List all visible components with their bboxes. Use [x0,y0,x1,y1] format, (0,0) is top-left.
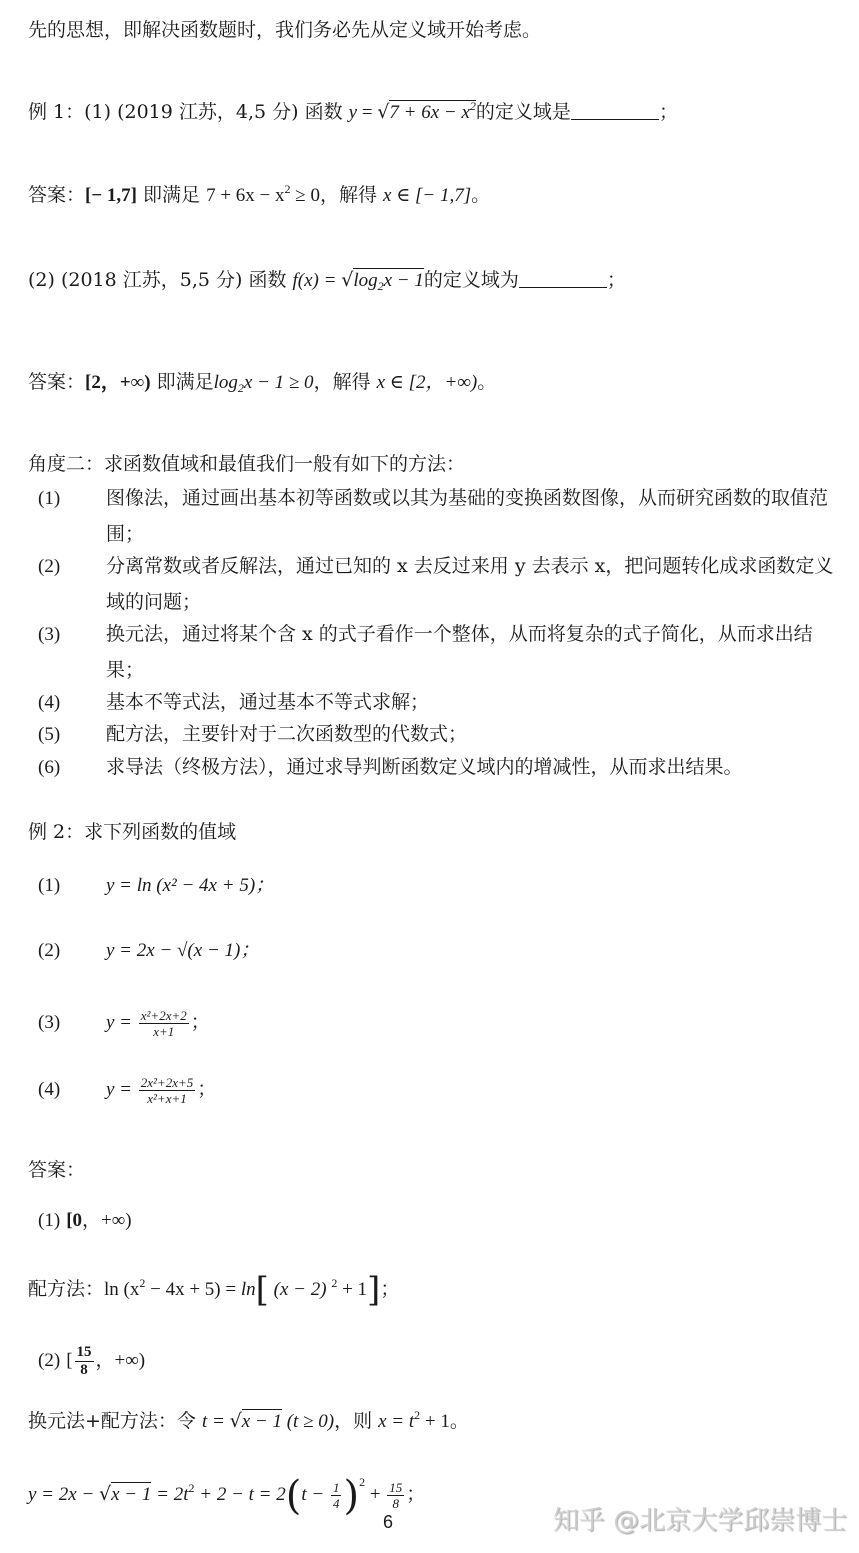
method-item [38,548,836,620]
exponent: 2 [469,99,476,113]
item-number: (4) [38,1079,61,1100]
sqrt-expression: $√\log_2x - 1$ [341,269,424,293]
method-text: 基本不等式法，通过基本不等式求解； [106,691,430,713]
fraction [139,1075,195,1106]
numerator: x²+2x+2 [140,1007,187,1023]
numerator: 15 [389,1479,403,1495]
left-paren: ( [285,1473,302,1519]
item-formula: y = 2x − √(x − 1)； [106,940,260,961]
answer-number: (2) [38,1350,61,1371]
method-item [38,749,836,786]
method-number: (1) [38,488,61,509]
formula-var: y [348,102,358,123]
solution-set: x ∈ [2，+∞) [376,372,478,393]
answer-blank [571,101,659,120]
ln-text: ln [240,1279,256,1300]
bracket: [ [66,1210,73,1231]
numerator: 1 [332,1479,340,1495]
numerator: 2x²+2x+5 [140,1074,194,1090]
method1-line: 配方法：$\ln (x^2 - 4x + 5) = \ln$[ (x − 2) $^2$ + 1]； [28,1270,400,1310]
method-label: 配方法： [28,1278,105,1300]
punct: ； [406,1483,426,1505]
example1-answer [28,183,490,208]
solve-text: ，解得 [319,184,384,206]
example2-item-3 [38,1004,210,1041]
method-number: (6) [38,757,61,778]
sqrt-tail: x − 1 [383,270,424,291]
punct: 。 [477,371,497,393]
method-text: 配方法，主要针对于二次函数型的代数式； [106,723,468,745]
sqrt-expression: √x − 1 [229,1410,282,1432]
item-formula: y = ln (x² − 4x + 5)； [106,875,275,896]
sqrt-body: 7 + 6x − x [389,102,470,123]
formula-part: ln (x [104,1279,140,1300]
denominator: x²+x+1 [147,1090,187,1106]
formula-lhs: y = [106,1012,137,1033]
denominator: 4 [332,1495,340,1511]
method-label: 换元法+配方法：令 [28,1410,202,1432]
answer-rest: ，+∞) [82,1210,132,1231]
example2-item-2 [38,938,259,963]
then-text: ，则 [334,1410,379,1432]
final-equation: $y = 2x - √x - 1 = 2t^2 + 2 - t = 2(t$ − $\frac{1}{4}$ )$^2$ + $\frac{15}{8}$ ； [28,1473,426,1519]
item-number: (3) [38,1012,61,1033]
intro-line: 先的思想，即解决函数题时，我们务必先从定义域开始考虑。 [28,19,542,41]
formula-part: + 2 − t = 2 [194,1484,286,1505]
fraction [75,1344,94,1379]
method-text: 求导法（终极方法），通过求导判断函数定义域内的增减性，从而求出结果。 [106,756,743,778]
equals-sign: = [357,102,378,123]
plus-sign: + [365,1484,386,1505]
method-text: 图像法，通过画出基本初等函数或以其为基础的变换函数图像，从而研究函数的取值范围； [106,487,829,545]
page-number: 6 [383,1512,394,1532]
method-item [38,616,836,688]
numerator: 15 [76,1343,92,1360]
inequality: x − 1 ≥ 0 [243,372,314,393]
answer-label: 答案： [28,371,86,393]
formula-part: x = t [378,1411,415,1432]
denominator: 8 [392,1495,400,1511]
log-base: 2 [237,381,244,395]
method-number: (4) [38,692,61,713]
condition: (t ≥ 0) [281,1411,335,1432]
angle2-heading: 角度二：求函数值域和最值我们一般有如下的方法： [28,453,466,475]
exponent: 2 [359,1475,366,1489]
answer-1 [38,1208,132,1233]
punct: ； [380,1278,400,1300]
formula-part: y = 2x − [28,1484,100,1505]
formula-part: = 2t [151,1484,189,1505]
question-label: (2) (2018 江苏，5,5 分) 函数 [28,269,293,291]
fraction [387,1480,404,1511]
sqrt-expression: $√7 + 6x - x^2$ [377,99,476,123]
log-text: log [353,270,378,291]
punct: 。 [471,184,491,206]
answer-rest: ，+∞) [95,1350,146,1371]
answer-value: 0 [72,1210,83,1231]
log-base: 2 [377,279,384,293]
log-text: log [213,372,238,393]
example2-item-1 [38,873,274,898]
item-number: (1) [38,875,61,896]
item-number: (2) [38,940,61,961]
fraction [331,1480,342,1511]
method-text: 换元法，通过将某个含 x 的式子看作一个整体，从而将复杂的式子简化，从而求出结果； [106,623,813,681]
answer-label: 答案： [28,184,86,206]
sqrt-body: x − 1 [111,1484,152,1505]
answer-value: [− 1,7] [85,185,137,206]
punct: 。 [449,1410,469,1432]
formula-lhs: y = [106,1079,137,1100]
punct: ； [606,269,626,291]
question-suffix: 的定义域为 [423,269,519,291]
sqrt-body: x − 1 [241,1411,282,1432]
method-number: (5) [38,724,61,745]
left-bracket: [ [255,1270,269,1310]
answers-label: 答案： [28,1159,86,1181]
formula-inner: t − [301,1484,329,1505]
punct: ； [190,1011,210,1033]
method-item [38,716,836,753]
fraction [139,1008,189,1039]
right-bracket: ] [367,1270,381,1310]
formula-part: t = [201,1411,230,1432]
method-item [38,480,836,552]
method-number: (2) [38,556,61,577]
denominator: x+1 [153,1023,175,1039]
inequality: 7 + 6x − x [206,185,285,206]
answer-text: 即满足 [137,184,207,206]
function-lhs: f(x) = [292,270,342,291]
punct: ； [197,1078,217,1100]
denominator: 8 [80,1361,88,1378]
right-paren: ) [343,1473,360,1519]
formula-inner: (x − 2) [268,1279,332,1300]
example2-heading: 例 2：求下列函数的值域 [28,821,237,843]
answer-text: 即满足 [150,371,214,393]
answer-number: (1) [38,1210,61,1231]
answer-blank [519,269,607,288]
exponent: 2 [284,182,291,196]
inequality-tail: ≥ 0 [290,185,320,206]
answer-value: [2，+∞) [85,372,151,393]
question-suffix: 的定义域是 [475,101,571,123]
method-number: (3) [38,624,61,645]
example1-question [28,100,678,125]
solve-text: ，解得 [313,371,377,393]
method2-line: 换元法+配方法：令 t = √x − 1 (t ≥ 0)，则 $x = t^2 + 1$。 [28,1408,469,1432]
example1-label: 例 1：(1) (2019 江苏，4,5 分) 函数 [28,101,349,123]
method-text: 分离常数或者反解法，通过已知的 x 去反过来用 y 去表示 x，把问题转化成求函数定义域的问题； [106,555,834,613]
formula-part: − 4x + 5) = [145,1279,241,1300]
solution-set: x ∈ [− 1,7] [383,185,472,206]
example1-part2-question [28,268,626,293]
example1-part2-answer [28,370,496,395]
punct: ； [658,101,678,123]
example2-item-4 [38,1071,216,1108]
answer-2: (2) [ $\frac{15}{8}$ ，+∞) [38,1343,146,1378]
watermark: 知乎 @北京大学邱崇博士 [553,1506,848,1536]
sqrt-expression: √x − 1 [99,1483,152,1505]
formula-tail: + 1 [337,1279,368,1300]
formula-tail: + 1 [420,1411,450,1432]
